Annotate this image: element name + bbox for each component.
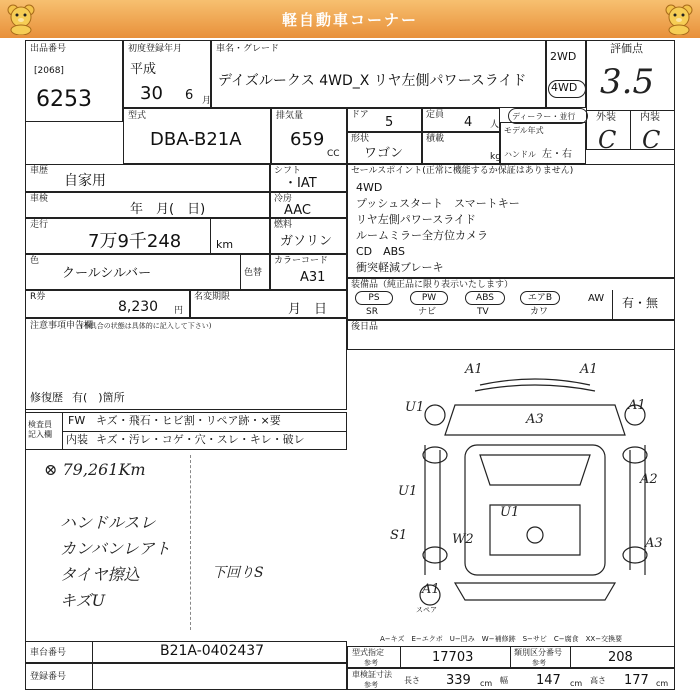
- dims-height: 177: [624, 673, 649, 688]
- exterior-label: 外装: [596, 112, 616, 123]
- mileage-unit: km: [216, 238, 234, 251]
- handwritten-line: タイヤ擦込: [60, 565, 140, 584]
- notes-label: 注意事項申告欄: [30, 321, 94, 331]
- ac-label: 冷房: [274, 194, 293, 204]
- damage-mark: S1: [390, 528, 408, 543]
- interior-label: 内装: [640, 112, 660, 123]
- load-unit: kg: [490, 152, 501, 162]
- recycle-unit: 円: [174, 306, 184, 316]
- rear-seat-label: 後日品: [351, 322, 379, 332]
- front-bumper-shape: [480, 379, 590, 385]
- sales-point-item: リヤ左側パワースライド: [356, 213, 476, 226]
- car-name-value: デイズルークス 4WD_X リヤ左側パワースライド: [218, 73, 527, 89]
- equipment-label: 装備品（純正品に限り表示いたします）: [351, 280, 514, 290]
- exterior-grade: C: [598, 126, 617, 154]
- drive-2wd: 2WD: [550, 50, 577, 63]
- handle-label: ハンドル: [504, 150, 536, 159]
- recycle-cell: [25, 290, 190, 318]
- history-cell: [25, 164, 270, 192]
- first-reg-year: 30: [140, 83, 163, 104]
- inspector-row1: キズ・飛石・ヒビ割・リペア跡・×要: [96, 414, 281, 427]
- shape-value: ワゴン: [364, 146, 404, 161]
- sales-point-item: 衝突軽減ブレーキ: [356, 261, 444, 274]
- sales-point-item: CD ABS: [356, 245, 406, 258]
- dims-length: 339: [446, 673, 471, 688]
- model-value: DBA-B21A: [150, 129, 242, 150]
- equipment-abs: ABS: [465, 291, 505, 305]
- color-value: クールシルバー: [62, 266, 152, 281]
- equipment-aw: AW: [588, 293, 605, 304]
- displacement-label: 排気量: [276, 111, 304, 121]
- history-value: 自家用: [64, 173, 106, 189]
- damage-mark: A3: [645, 536, 663, 551]
- history-label: 車歴: [30, 166, 49, 176]
- model-label: 型式: [128, 111, 147, 121]
- handwritten-extra: 下回りS: [212, 565, 264, 581]
- lot-number: 6253: [36, 87, 92, 112]
- first-reg-label: 初度登録年月: [128, 44, 183, 54]
- category-label: 類別区分番号: [514, 648, 562, 657]
- dims-unit: cm: [480, 679, 493, 688]
- interior-grade: C: [642, 126, 661, 154]
- dims-unit: cm: [570, 679, 583, 688]
- handle-value: 左・右: [542, 149, 572, 160]
- equipment-pw: PW: [410, 291, 448, 305]
- name-change-label: 名変期限: [194, 292, 231, 302]
- repair-label: 修復歴: [30, 391, 63, 404]
- notes-sub: (不具合の状態は具体的に記入して下さい): [80, 322, 212, 330]
- dims-label: 車検証寸法: [352, 670, 392, 679]
- damage-mark: U1: [398, 484, 418, 499]
- auction-model-label: 型式指定: [352, 648, 384, 657]
- equipment-leather: カワ: [530, 307, 549, 317]
- mileage-label: 走行: [30, 220, 49, 230]
- rear-seat-cell: [347, 320, 675, 350]
- color-code-label: カラーコード: [274, 256, 329, 266]
- name-change-value: 月 日: [288, 302, 328, 317]
- registration-label: 登録番号: [30, 672, 67, 682]
- inspector-row2: キズ・汚レ・コゲ・穴・スレ・キレ・破レ: [96, 433, 305, 446]
- dims-unit: cm: [656, 679, 669, 688]
- handwritten-line: カンバンレアト: [60, 539, 171, 558]
- category-value: 208: [608, 650, 633, 665]
- handwritten-line: キズU: [60, 591, 106, 610]
- damage-mark: U1: [500, 505, 520, 520]
- sales-points-label: セールスポイント(正常に機能するか保証はありません): [351, 166, 574, 176]
- bear-mascot-icon: [664, 3, 694, 35]
- damage-mark: A1: [465, 362, 483, 377]
- recycle-label: R券: [30, 292, 46, 302]
- displacement-unit: CC: [327, 149, 340, 159]
- drive-4wd: 4WD: [551, 81, 578, 94]
- dims-width-label: 幅: [500, 676, 508, 685]
- sales-point-item: 4WD: [356, 181, 383, 194]
- dims-sub: 参考: [364, 681, 378, 689]
- inspector-row1-head: FW: [68, 414, 86, 427]
- dealer-label: ディーラー・並行: [512, 112, 576, 121]
- first-reg-month-unit: 月: [202, 96, 212, 106]
- capacity-unit: 人: [490, 120, 500, 130]
- doors-value: 5: [385, 115, 394, 130]
- damage-mark: A1: [628, 398, 646, 413]
- damage-mark: A1: [422, 582, 440, 597]
- damage-mark: A1: [580, 362, 598, 377]
- shift-value: ・IAT: [284, 176, 317, 191]
- registration-cell: [25, 663, 347, 690]
- equipment-airbag: エアB: [520, 291, 560, 305]
- equipment-navi: ナビ: [418, 307, 437, 317]
- chassis-label: 車台番号: [30, 648, 67, 658]
- fuel-value: ガソリン: [280, 234, 333, 249]
- auction-model-value: 17703: [432, 650, 474, 665]
- dims-length-label: 長さ: [404, 676, 420, 685]
- lot-sub: [2068]: [34, 66, 64, 76]
- shape-label: 形状: [351, 134, 370, 144]
- equipment-yesno: 有・無: [622, 296, 659, 310]
- equipment-sr: SR: [366, 307, 378, 317]
- capacity-value: 4: [464, 115, 473, 130]
- doors-label: ドア: [351, 110, 369, 120]
- damage-mark: U1: [405, 400, 425, 415]
- damage-mark: A3: [526, 412, 544, 427]
- rating-label: 評価点: [610, 42, 643, 55]
- first-reg-month: 6: [185, 88, 194, 103]
- capacity-label: 定員: [426, 110, 445, 120]
- displacement-value: 659: [290, 129, 325, 150]
- inspection-value: 年 月( 日): [130, 202, 206, 217]
- header-bar: [0, 0, 700, 38]
- damage-legend: A−キズ E−エクボ U−凹み W−補修跡 S−サビ C−腐食 XX−交換要: [380, 635, 623, 643]
- dims-width: 147: [536, 673, 561, 688]
- sales-point-item: ルームミラー全方位カメラ: [356, 229, 488, 242]
- damage-mark: W2: [452, 532, 474, 547]
- inspector-row2-head: 内装: [66, 433, 88, 446]
- modelyear-label: モデル年式: [504, 126, 544, 135]
- shift-label: シフト: [274, 166, 302, 176]
- color-label: 色: [30, 256, 40, 266]
- spare-label: スペア: [416, 606, 437, 614]
- chassis-value: B21A-0402437: [160, 643, 265, 659]
- lot-label: 出品番号: [30, 44, 67, 54]
- auction-model-sub: 参考: [364, 659, 378, 667]
- color-repaint-label: 色替: [244, 268, 263, 278]
- category-sub: 参考: [532, 659, 546, 667]
- fuel-label: 燃料: [274, 220, 293, 230]
- car-diagram: [395, 355, 675, 615]
- car-name-label: 車名・グレード: [216, 44, 280, 54]
- damage-mark: A2: [640, 472, 658, 487]
- first-reg-era: 平成: [130, 62, 157, 77]
- header-title: 軽自動車コーナー: [281, 11, 418, 29]
- load-label: 積載: [426, 134, 445, 144]
- recycle-value: 8,230: [118, 299, 159, 315]
- inspector-label: 検査員記入欄: [28, 420, 52, 439]
- dims-height-label: 高さ: [590, 676, 606, 685]
- sales-point-item: プッシュスタート スマートキー: [356, 197, 520, 210]
- handwritten-line: ハンドルスレ: [60, 513, 156, 532]
- rear-shape: [455, 583, 615, 600]
- equipment-ps: PS: [355, 291, 393, 305]
- ac-value: AAC: [284, 203, 311, 218]
- mileage-value: 7万9千248: [88, 231, 182, 252]
- color-code-value: A31: [300, 270, 326, 285]
- handwritten-odometer: ⊗ 79,261Km: [44, 460, 146, 479]
- inspection-label: 車検: [30, 194, 49, 204]
- rating-value: 3.5: [600, 62, 655, 102]
- repair-value: 有( )箇所: [72, 391, 125, 404]
- equipment-tv: TV: [477, 307, 489, 317]
